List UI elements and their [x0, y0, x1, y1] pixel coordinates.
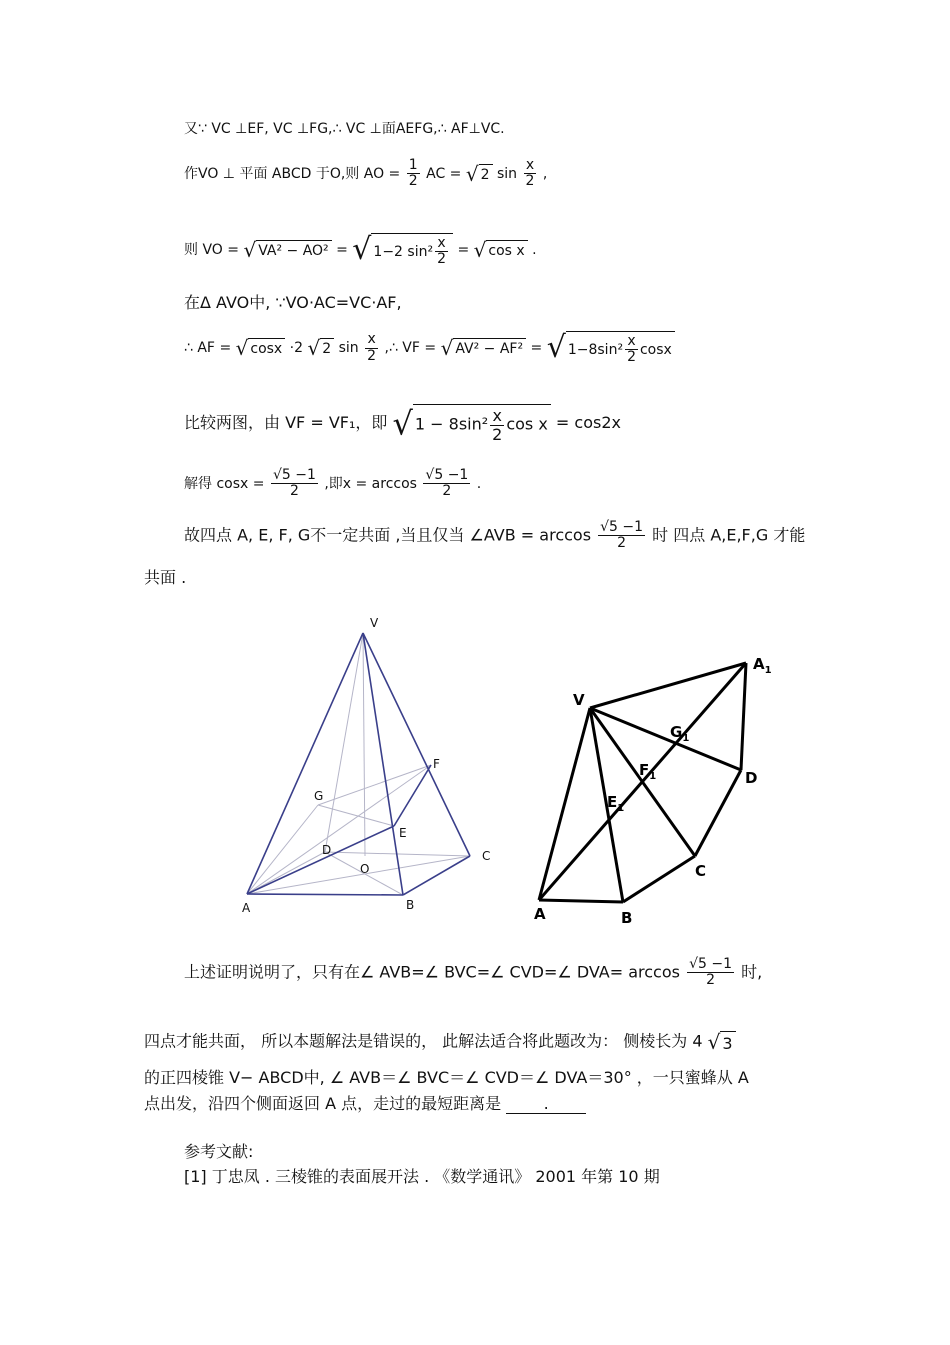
- figure-pyramid: [230, 610, 570, 920]
- net-label-d: D: [745, 769, 758, 787]
- label-o: O: [360, 862, 370, 876]
- line-5-mid2: ,∴ VF =: [384, 340, 437, 356]
- line-3: [184, 232, 537, 268]
- fraction-x-2-b: $\frac{x}{2}$: [367, 331, 377, 364]
- line-ae: [247, 826, 394, 894]
- label-g: G: [314, 789, 324, 803]
- line-5-mid: ⋅2: [289, 340, 304, 356]
- line-10-end: 时,: [741, 962, 763, 982]
- line-1-text: 又∵ VC ⊥EF, VC ⊥FG,∴ VC ⊥面AEFG,∴ AF⊥VC.: [184, 121, 505, 137]
- net-edge-bc: [623, 856, 695, 902]
- line-10-text: 上述证明说明了，只有在∠ AVB=∠ BVC=∠ CVD=∠ DVA= arccos: [184, 962, 680, 982]
- sqrt-va-ao: √ VA² − AO²: [243, 238, 331, 262]
- line-13: [144, 1094, 586, 1114]
- line-3-text: 则 VO =: [184, 242, 239, 258]
- net-label-f1: $F_1$: [639, 761, 657, 782]
- net-edge-cd: [695, 770, 741, 856]
- fraction-x-2: $\frac{x}{2}$: [525, 157, 535, 190]
- net-edge-ab: [539, 900, 623, 902]
- fraction-golden-2: $\frac{√5 -1}{2}$: [425, 467, 469, 500]
- sqrt-1-2sin: √ 1−2 sin² $\frac{x}{2}$: [352, 232, 453, 268]
- line-gf: [318, 765, 431, 805]
- label-e: E: [399, 826, 407, 840]
- line-4: [184, 293, 402, 312]
- label-v: V: [370, 616, 379, 630]
- edge-vb: [363, 633, 403, 895]
- net-edge-da1: [741, 663, 746, 770]
- edge-vc: [363, 633, 470, 856]
- line-6-text: 比较两图，由 VF = VF₁，即: [184, 413, 388, 433]
- line-5: [184, 330, 675, 366]
- sqrt-2: √ 2: [466, 162, 493, 186]
- label-c: C: [482, 849, 491, 863]
- line-5-text: ∴ AF =: [184, 340, 232, 356]
- line-7: [184, 468, 481, 500]
- edge-vd: [325, 633, 363, 852]
- line-7-text: 解得 cosx =: [184, 475, 265, 492]
- net-label-g1: $G_1$: [670, 723, 690, 744]
- line-4-text: 在Δ AVO中, ∵VO⋅AC=VC⋅AF,: [184, 293, 402, 312]
- fraction-golden-3: $\frac{√5 -1}{2}$: [600, 519, 644, 552]
- altitude-vo: [363, 633, 365, 856]
- line-11: [144, 1030, 736, 1054]
- edge-va: [247, 633, 363, 894]
- net-label-a1: $A_1$: [753, 655, 772, 676]
- net-label-e1: $E_1$: [607, 793, 625, 814]
- fraction-golden-4: $\frac{√5 -1}{2}$: [689, 956, 732, 989]
- line-3-end: .: [532, 242, 537, 258]
- sqrt-av-af: √ AV² − AF²: [441, 336, 527, 360]
- line-1: [184, 121, 505, 138]
- line-ge: [318, 805, 394, 826]
- line-13-text: 点出发，沿四个侧面返回 A 点，走过的最短距离是: [144, 1094, 502, 1113]
- sqrt-compare: √ 1 − 8sin² $\frac{x}{2}$ cos x: [392, 404, 550, 443]
- fraction-half: $\frac{1}{2}$: [408, 157, 418, 190]
- line-6-end: = cos2x: [555, 413, 621, 433]
- line-9-text: 共面 .: [144, 568, 187, 587]
- line-8-text: 故四点 A, E, F, G不一定共面 ,当且仅当 ∠AVB = arccos: [184, 525, 592, 545]
- line-9: [144, 568, 186, 587]
- line-ag: [247, 805, 318, 894]
- net-label-c: C: [695, 862, 707, 880]
- sqrt-2-b: √ 2: [307, 336, 334, 360]
- figure-net: [525, 645, 785, 935]
- line-10: [184, 957, 762, 989]
- reference-1-text: [1] 丁忠凤 . 三棱锥的表面展开法 . 《数学通讯》 2001 年第 10 期: [184, 1167, 660, 1186]
- line-12-text: 的正四棱锥 V− ABCD中, ∠ AVB＝∠ BVC＝∠ CVD＝∠ DVA＝30° ，一只蜜蜂从 A: [144, 1068, 749, 1087]
- line-7-end: .: [476, 475, 482, 492]
- reference-1: [184, 1167, 660, 1186]
- equals-1: =: [336, 242, 348, 258]
- equals-2: =: [457, 242, 470, 258]
- fraction-golden-1: $\frac{√5 -1}{2}$: [272, 467, 316, 500]
- line-2: [184, 158, 547, 190]
- label-f: F: [433, 757, 440, 771]
- net-label-b: B: [621, 909, 633, 927]
- line-2-text: 作VO ⊥ 平面 ABCD 于O,则 AO =: [184, 165, 401, 182]
- edge-ab: [247, 894, 403, 895]
- sqrt-3: √ 3: [708, 1030, 736, 1054]
- answer-blank[interactable]: .: [506, 1094, 586, 1114]
- equals-3: =: [530, 340, 543, 356]
- line-ef: [394, 765, 431, 826]
- line-11-text: 四点才能共面， 所以本题解法是错误的， 此解法适合将此题改为： 侧棱长为 4: [144, 1031, 703, 1051]
- sin-label: sin: [497, 165, 518, 182]
- sin-label-2: sin: [338, 340, 359, 356]
- net-label-a: A: [534, 905, 546, 923]
- net-edge-va1: [590, 663, 746, 708]
- sqrt-1-8sin-cos: √ 1−8sin² $\frac{x}{2}$ cosx: [547, 330, 675, 366]
- label-b: B: [406, 898, 415, 912]
- line-7-mid: ,即x = arccos: [324, 475, 417, 492]
- line-2-end: ,: [542, 165, 548, 182]
- label-d: D: [322, 843, 332, 857]
- line-8-end: 时 四点 A,E,F,G 才能: [652, 525, 806, 545]
- line-2-mid: AC =: [426, 165, 462, 182]
- line-8: [184, 520, 805, 552]
- line-6: [184, 404, 621, 443]
- sqrt-cosx: √ cos x: [474, 238, 528, 262]
- net-label-v: V: [573, 691, 585, 709]
- line-12: [144, 1068, 749, 1087]
- references-title: [184, 1142, 253, 1161]
- sqrt-cosx-2: √ cosx: [236, 336, 286, 360]
- label-a: A: [242, 901, 251, 915]
- references-title-text: 参考文献:: [184, 1142, 254, 1161]
